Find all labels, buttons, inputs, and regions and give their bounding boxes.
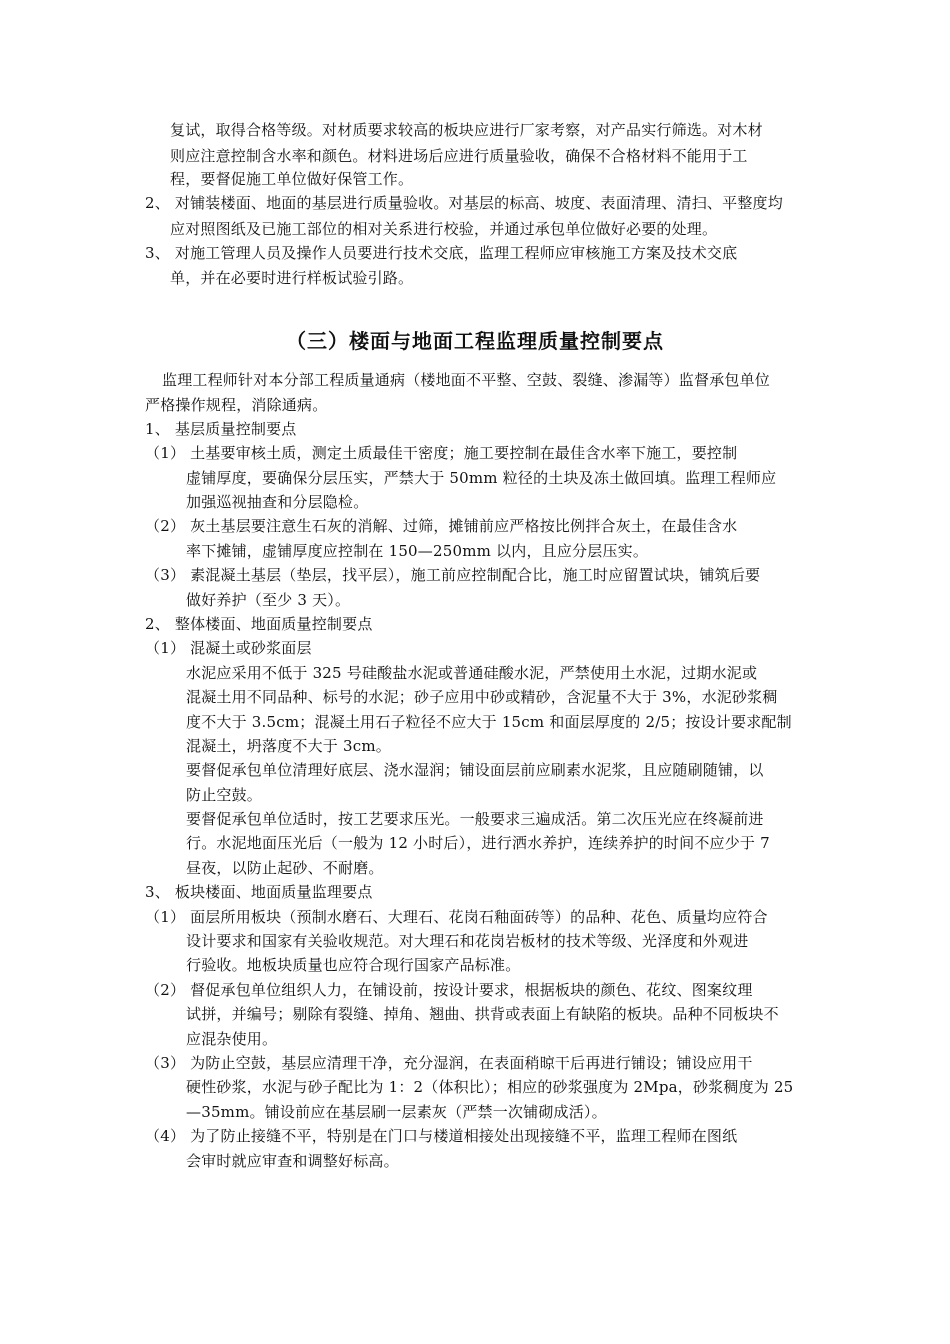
text-line: 要督促承包单位清理好底层、浇水湿润；铺设面层前应刷素水泥浆，且应随刷随铺，以 (186, 761, 764, 779)
text-line: 混凝土，坍落度不大于 3cm。 (186, 737, 391, 755)
text-line: 3、 板块楼面、地面质量监理要点 (145, 883, 373, 901)
text-line: （1） 土基要审核土质，测定土质最佳干密度；施工要控制在最佳含水率下施工，要控制 (145, 444, 738, 462)
text-line: 3、 对施工管理人员及操作人员要进行技术交底，监理工程师应审核施工方案及技术交底 (145, 244, 738, 262)
text-line: 则应注意控制含水率和颜色。材料进场后应进行质量验收，确保不合格材料不能用于工 (170, 147, 748, 165)
text-line: 应对照图纸及已施工部位的相对关系进行校验，并通过承包单位做好必要的处理。 (170, 220, 718, 238)
text-line: 行验收。地板块质量也应符合现行国家产品标准。 (186, 956, 521, 974)
text-line: 加强巡视抽查和分层隐检。 (186, 493, 369, 511)
text-line: 2、 整体楼面、地面质量控制要点 (145, 615, 373, 633)
text-line: （1） 混凝土或砂浆面层 (145, 639, 312, 657)
text-line: 程，要督促施工单位做好保管工作。 (170, 170, 414, 188)
text-line: 昼夜，以防止起砂、不耐磨。 (186, 859, 384, 877)
text-line: 应混杂使用。 (186, 1030, 278, 1048)
text-line: 做好养护（至少 3 天）。 (186, 591, 351, 609)
text-line: 设计要求和国家有关验收规范。对大理石和花岗岩板材的技术等级、光泽度和外观进 (186, 932, 749, 950)
text-line: 2、 对铺装楼面、地面的基层进行质量验收。对基层的标高、坡度、表面清理、清扫、平整度均 (145, 194, 783, 212)
text-line: 要督促承包单位适时，按工艺要求压光。一般要求三遍成活。第二次压光应在终凝前进 (186, 810, 764, 828)
text-line: （1） 面层所用板块（预制水磨石、大理石、花岗石釉面砖等）的品种、花色、质量均应符合 (145, 908, 768, 926)
text-line: 度不大于 3.5cm；混凝土用石子粒径不应大于 15cm 和面层厚度的 2/5；按设计要求配制 (186, 713, 792, 731)
text-line: 严格操作规程，消除通病。 (145, 396, 328, 414)
text-line: 水泥应采用不低于 325 号硅酸盐水泥或普通硅酸水泥，严禁使用土水泥，过期水泥或 (186, 664, 758, 682)
text-line: （2） 督促承包单位组织人力，在铺设前，按设计要求，根据板块的颜色、花纹、图案纹理 (145, 981, 753, 999)
text-line: 复试，取得合格等级。对材质要求较高的板块应进行厂家考察，对产品实行筛选。对木材 (170, 121, 763, 139)
text-line: 虚铺厚度，要确保分层压实，严禁大于 50mm 粒径的土块及冻土做回填。监理工程师应 (186, 469, 777, 487)
text-line: 监理工程师针对本分部工程质量通病（楼地面不平整、空鼓、裂缝、渗漏等）监督承包单位 (162, 371, 771, 389)
text-line: 1、 基层质量控制要点 (145, 420, 297, 438)
text-line: 防止空鼓。 (186, 786, 263, 804)
text-line: —35mm。铺设前应在基层刷一层素灰（严禁一次铺砌成活）。 (186, 1103, 607, 1121)
text-line: 率下摊铺，虚铺厚度应控制在 150—250mm 以内，且应分层压实。 (186, 542, 649, 560)
text-line: 试拼，并编号；剔除有裂缝、掉角、翘曲、拱背或表面上有缺陷的板块。品种不同板块不 (186, 1005, 779, 1023)
text-line: （3） 为防止空鼓，基层应清理干净，充分湿润，在表面稍晾干后再进行铺设；铺设应用干 (145, 1054, 753, 1072)
text-line: （2） 灰土基层要注意生石灰的消解、过筛，摊铺前应严格按比例拌合灰土，在最佳含水 (145, 517, 738, 535)
text-line: （3） 素混凝土基层（垫层，找平层），施工前应控制配合比，施工时应留置试块，铺筑后要 (145, 566, 761, 584)
section-title: （三）楼面与地面工程监理质量控制要点 (286, 329, 664, 353)
text-line: 混凝土用不同品种、标号的水泥；砂子应用中砂或精砂，含泥量不大于 3%，水泥砂浆稠 (186, 688, 778, 706)
text-line: （4） 为了防止接缝不平，特别是在门口与楼道相接处出现接缝不平，监理工程师在图纸 (145, 1127, 738, 1145)
text-line: 行。水泥地面压光后（一般为 12 小时后），进行洒水养护，连续养护的时间不应少于 7 (186, 834, 770, 852)
text-line: 单，并在必要时进行样板试验引路。 (170, 269, 414, 287)
text-line: 会审时就应审查和调整好标高。 (186, 1152, 399, 1170)
text-line: 硬性砂浆，水泥与砂子配比为 1：2（体积比）；相应的砂浆强度为 2Mpa，砂浆稠度为 25 (186, 1078, 794, 1096)
